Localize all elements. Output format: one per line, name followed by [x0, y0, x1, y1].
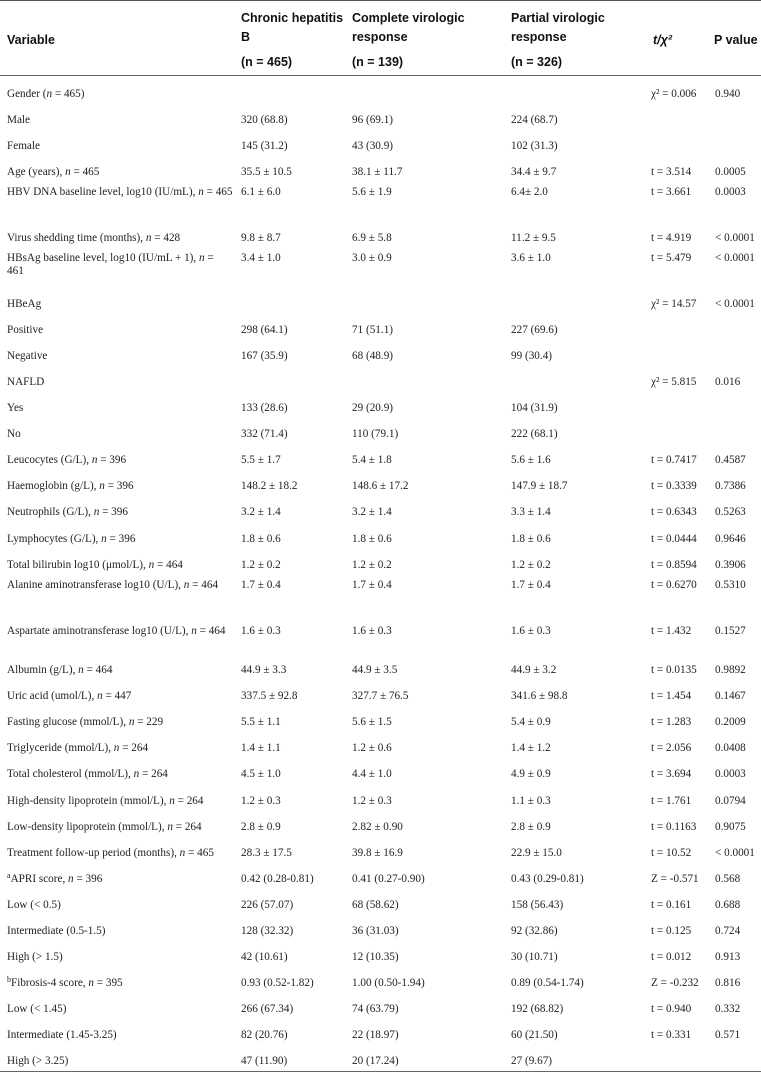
- cell-chronic-hepatitis-b: 332 (71.4): [241, 428, 288, 440]
- cell-variable: HBeAg: [7, 298, 42, 310]
- cell-p-value: 0.7386: [715, 480, 746, 492]
- header-cvr-line1: Complete virologic: [352, 11, 465, 25]
- cell-complete-response: 5.6 ± 1.5: [352, 716, 392, 728]
- cell-variable: $^b$Fibrosis-4 score, n = 395: [7, 975, 123, 989]
- cell-partial-response: 147.9 ± 18.7: [511, 480, 568, 492]
- cell-test-statistic: t = 5.479: [651, 252, 692, 264]
- cell-variable: Fasting glucose (mmol/L), n = 229: [7, 716, 164, 728]
- cell-variable: NAFLD: [7, 376, 45, 388]
- cell-test-statistic: t = 0.125: [651, 925, 692, 937]
- cell-test-statistic: t = 0.161: [651, 899, 692, 911]
- cell-partial-response: 192 (68.82): [511, 1003, 564, 1015]
- cell-chronic-hepatitis-b: 298 (64.1): [241, 324, 288, 336]
- cell-partial-response: 1.7 ± 0.4: [511, 579, 551, 591]
- cell-p-value: 0.5310: [715, 579, 746, 591]
- cell-chronic-hepatitis-b: 3.2 ± 1.4: [241, 506, 281, 518]
- cell-p-value: 0.571: [715, 1029, 741, 1041]
- cell-variable: Haemoglobin (g/L), n = 396: [7, 480, 134, 492]
- cell-complete-response: 148.6 ± 17.2: [352, 480, 409, 492]
- cell-variable: Female: [7, 140, 40, 152]
- cell-variable: Intermediate (1.45-3.25): [7, 1029, 117, 1041]
- cell-chronic-hepatitis-b: 28.3 ± 17.5: [241, 847, 292, 859]
- cell-variable: High-density lipoprotein (mmol/L), n = 264: [7, 795, 204, 807]
- cell-p-value: 0.1527: [715, 625, 746, 637]
- cell-p-value: 0.0794: [715, 795, 746, 807]
- cell-complete-response: 44.9 ± 3.5: [352, 664, 398, 676]
- header-chb-line2: B: [241, 30, 251, 44]
- cell-complete-response: 43 (30.9): [352, 140, 394, 152]
- cell-complete-response: 4.4 ± 1.0: [352, 768, 392, 780]
- cell-partial-response: 1.6 ± 0.3: [511, 625, 551, 637]
- cell-chronic-hepatitis-b: 0.93 (0.52-1.82): [241, 977, 314, 989]
- cell-variable: Neutrophils (G/L), n = 396: [7, 506, 128, 518]
- cell-partial-response: 1.4 ± 1.2: [511, 742, 551, 754]
- cell-complete-response: 36 (31.03): [352, 925, 399, 937]
- cell-test-statistic: t = 4.919: [651, 232, 692, 244]
- cell-p-value: 0.816: [715, 977, 741, 989]
- cell-chronic-hepatitis-b: 5.5 ± 1.1: [241, 716, 281, 728]
- cell-test-statistic: t = 0.6270: [651, 579, 697, 591]
- cell-p-value: 0.724: [715, 925, 741, 937]
- cell-test-statistic: t = 1.283: [651, 716, 692, 728]
- cell-partial-response: 34.4 ± 9.7: [511, 166, 557, 178]
- cell-p-value: 0.940: [715, 88, 741, 100]
- cell-chronic-hepatitis-b: 1.7 ± 0.4: [241, 579, 281, 591]
- cell-test-statistic: t = 0.3339: [651, 480, 697, 492]
- cell-p-value: 0.016: [715, 376, 741, 388]
- cell-complete-response: 1.2 ± 0.2: [352, 559, 392, 571]
- cell-partial-response: 227 (69.6): [511, 324, 558, 336]
- cell-complete-response: 96 (69.1): [352, 114, 394, 126]
- header-pvr-line2: response: [511, 30, 567, 44]
- cell-chronic-hepatitis-b: 1.2 ± 0.3: [241, 795, 281, 807]
- cell-chronic-hepatitis-b: 145 (31.2): [241, 140, 288, 152]
- cell-partial-response: 3.6 ± 1.0: [511, 252, 551, 264]
- cell-partial-response: 6.4± 2.0: [511, 186, 548, 198]
- cell-test-statistic: t = 1.761: [651, 795, 692, 807]
- cell-partial-response: 60 (21.50): [511, 1029, 558, 1041]
- header-pvalue: P value: [714, 33, 758, 47]
- header-pvr-line1: Partial virologic: [511, 11, 605, 25]
- cell-variable: Low (< 0.5): [7, 899, 61, 911]
- cell-chronic-hepatitis-b: 9.8 ± 8.7: [241, 232, 281, 244]
- cell-complete-response: 22 (18.97): [352, 1029, 399, 1041]
- cell-chronic-hepatitis-b: 4.5 ± 1.0: [241, 768, 281, 780]
- cell-complete-response: 68 (48.9): [352, 350, 394, 362]
- cell-test-statistic: t = 0.0444: [651, 533, 697, 545]
- header-chb-line1: Chronic hepatitis: [241, 11, 344, 25]
- cell-p-value: < 0.0001: [715, 252, 755, 264]
- cell-test-statistic: χ² = 14.57: [651, 298, 697, 310]
- cell-variable: Male: [7, 114, 30, 126]
- cell-complete-response: 1.8 ± 0.6: [352, 533, 392, 545]
- cell-chronic-hepatitis-b: 35.5 ± 10.5: [241, 166, 292, 178]
- cell-variable: Alanine aminotransferase log10 (U/L), n = 464: [7, 579, 219, 591]
- cell-complete-response: 6.9 ± 5.8: [352, 232, 392, 244]
- cell-complete-response: 39.8 ± 16.9: [352, 847, 403, 859]
- cell-p-value: 0.4587: [715, 454, 746, 466]
- cell-p-value: 0.1467: [715, 690, 746, 702]
- cell-partial-response: 5.4 ± 0.9: [511, 716, 551, 728]
- cell-test-statistic: t = 2.056: [651, 742, 692, 754]
- cell-chronic-hepatitis-b: 82 (20.76): [241, 1029, 288, 1041]
- cell-variable: Negative: [7, 350, 48, 362]
- cell-chronic-hepatitis-b: 1.2 ± 0.2: [241, 559, 281, 571]
- cell-test-statistic: Z = -0.571: [651, 873, 699, 885]
- cell-variable: Low-density lipoprotein (mmol/L), n = 264: [7, 821, 202, 833]
- cell-partial-response: 222 (68.1): [511, 428, 558, 440]
- cell-partial-response: 3.3 ± 1.4: [511, 506, 551, 518]
- cell-p-value: 0.568: [715, 873, 741, 885]
- cell-chronic-hepatitis-b: 320 (68.8): [241, 114, 288, 126]
- cell-p-value: 0.688: [715, 899, 741, 911]
- cell-chronic-hepatitis-b: 3.4 ± 1.0: [241, 252, 281, 264]
- cell-chronic-hepatitis-b: 266 (67.34): [241, 1003, 294, 1015]
- cell-variable: Treatment follow-up period (months), n = 465: [7, 847, 214, 859]
- cell-variable: Triglyceride (mmol/L), n = 264: [7, 742, 149, 754]
- cell-chronic-hepatitis-b: 337.5 ± 92.8: [241, 690, 298, 702]
- cell-partial-response: 104 (31.9): [511, 402, 558, 414]
- cell-complete-response: 71 (51.1): [352, 324, 394, 336]
- cell-complete-response: 68 (58.62): [352, 899, 399, 911]
- cell-complete-response: 5.6 ± 1.9: [352, 186, 392, 198]
- cell-variable: $^a$APRI score, n = 396: [7, 871, 103, 885]
- cell-chronic-hepatitis-b: 133 (28.6): [241, 402, 288, 414]
- header-stat: t/χ²: [653, 33, 673, 47]
- cell-p-value: 0.9646: [715, 533, 746, 545]
- cell-chronic-hepatitis-b: 226 (57.07): [241, 899, 294, 911]
- cell-partial-response: 0.89 (0.54-1.74): [511, 977, 584, 989]
- cell-test-statistic: t = 3.514: [651, 166, 692, 178]
- cell-chronic-hepatitis-b: 6.1 ± 6.0: [241, 186, 281, 198]
- cell-complete-response: 3.0 ± 0.9: [352, 252, 392, 264]
- cell-p-value: 0.0003: [715, 768, 746, 780]
- cell-complete-response: 38.1 ± 11.7: [352, 166, 403, 178]
- cell-partial-response: 4.9 ± 0.9: [511, 768, 551, 780]
- cell-partial-response: 30 (10.71): [511, 951, 558, 963]
- cell-complete-response: 1.00 (0.50-1.94): [352, 977, 425, 989]
- cell-partial-response: 1.8 ± 0.6: [511, 533, 551, 545]
- cell-complete-response: 1.6 ± 0.3: [352, 625, 392, 637]
- cell-variable: HBV DNA baseline level, log10 (IU/mL), n = 465: [7, 186, 233, 198]
- header-rule: [0, 75, 761, 76]
- top-rule: [0, 0, 761, 1]
- header-variable: Variable: [7, 33, 55, 47]
- cell-partial-response: 224 (68.7): [511, 114, 558, 126]
- cell-variable: High (> 1.5): [7, 951, 63, 963]
- cell-chronic-hepatitis-b: 5.5 ± 1.7: [241, 454, 281, 466]
- cell-variable: HBsAg baseline level, log10 (IU/mL + 1), n = 461: [7, 252, 214, 277]
- cell-chronic-hepatitis-b: 44.9 ± 3.3: [241, 664, 287, 676]
- cell-complete-response: 1.2 ± 0.6: [352, 742, 392, 754]
- cell-complete-response: 1.2 ± 0.3: [352, 795, 392, 807]
- cell-complete-response: 327.7 ± 76.5: [352, 690, 409, 702]
- cell-test-statistic: t = 0.331: [651, 1029, 692, 1041]
- cell-test-statistic: t = 0.8594: [651, 559, 697, 571]
- cell-variable: High (> 3.25): [7, 1055, 69, 1067]
- cell-variable: Total cholesterol (mmol/L), n = 264: [7, 768, 168, 780]
- header-cvr-n: (n = 139): [352, 55, 404, 69]
- cell-partial-response: 27 (9.67): [511, 1055, 553, 1067]
- cell-p-value: 0.0005: [715, 166, 746, 178]
- cell-p-value: 0.9075: [715, 821, 746, 833]
- cell-chronic-hepatitis-b: 47 (11.90): [241, 1055, 288, 1067]
- cell-p-value: 0.0003: [715, 186, 746, 198]
- cell-complete-response: 110 (79.1): [352, 428, 399, 440]
- cell-partial-response: 158 (56.43): [511, 899, 564, 911]
- cell-variable: Age (years), n = 465: [7, 166, 100, 178]
- header-chb-n: (n = 465): [241, 55, 293, 69]
- cell-partial-response: 102 (31.3): [511, 140, 558, 152]
- cell-test-statistic: t = 10.52: [651, 847, 692, 859]
- cell-partial-response: 2.8 ± 0.9: [511, 821, 551, 833]
- cell-test-statistic: Z = -0.232: [651, 977, 699, 989]
- cell-chronic-hepatitis-b: 128 (32.32): [241, 925, 294, 937]
- cell-test-statistic: t = 0.0135: [651, 664, 697, 676]
- cell-chronic-hepatitis-b: 1.8 ± 0.6: [241, 533, 281, 545]
- cell-variable: Lymphocytes (G/L), n = 396: [7, 533, 136, 545]
- cell-complete-response: 12 (10.35): [352, 951, 399, 963]
- cell-variable: Yes: [7, 402, 24, 414]
- cell-test-statistic: t = 3.694: [651, 768, 692, 780]
- cell-test-statistic: t = 0.7417: [651, 454, 697, 466]
- cell-test-statistic: χ² = 0.006: [651, 88, 697, 100]
- cell-test-statistic: t = 0.1163: [651, 821, 697, 833]
- cell-variable: Uric acid (umol/L), n = 447: [7, 690, 132, 702]
- cell-test-statistic: t = 0.012: [651, 951, 692, 963]
- cell-partial-response: 11.2 ± 9.5: [511, 232, 556, 244]
- cell-chronic-hepatitis-b: 148.2 ± 18.2: [241, 480, 298, 492]
- cell-variable: Gender (n = 465): [7, 88, 85, 100]
- cell-test-statistic: χ² = 5.815: [651, 376, 697, 388]
- cell-p-value: 0.0408: [715, 742, 746, 754]
- cell-p-value: 0.5263: [715, 506, 746, 518]
- cell-p-value: 0.332: [715, 1003, 741, 1015]
- cell-chronic-hepatitis-b: 1.4 ± 1.1: [241, 742, 281, 754]
- cell-partial-response: 1.2 ± 0.2: [511, 559, 551, 571]
- cell-p-value: 0.2009: [715, 716, 746, 728]
- cell-variable: Positive: [7, 324, 44, 336]
- header-pvr-n: (n = 326): [511, 55, 563, 69]
- cell-partial-response: 22.9 ± 15.0: [511, 847, 562, 859]
- cell-partial-response: 1.1 ± 0.3: [511, 795, 551, 807]
- cell-variable: Leucocytes (G/L), n = 396: [7, 454, 127, 466]
- cell-variable: Albumin (g/L), n = 464: [7, 664, 113, 676]
- cell-partial-response: 0.43 (0.29-0.81): [511, 873, 584, 885]
- cell-complete-response: 29 (20.9): [352, 402, 394, 414]
- cell-partial-response: 92 (32.86): [511, 925, 558, 937]
- cell-chronic-hepatitis-b: 0.42 (0.28-0.81): [241, 873, 314, 885]
- cell-complete-response: 20 (17.24): [352, 1055, 399, 1067]
- cell-complete-response: 2.82 ± 0.90: [352, 821, 403, 833]
- bottom-rule: [0, 1071, 761, 1072]
- cell-partial-response: 99 (30.4): [511, 350, 553, 362]
- cell-test-statistic: t = 0.940: [651, 1003, 692, 1015]
- cell-test-statistic: t = 1.454: [651, 690, 692, 702]
- cell-complete-response: 1.7 ± 0.4: [352, 579, 392, 591]
- cell-p-value: 0.3906: [715, 559, 746, 571]
- cell-complete-response: 0.41 (0.27-0.90): [352, 873, 425, 885]
- cell-variable: Aspartate aminotransferase log10 (U/L), n = 464: [7, 625, 226, 637]
- cell-p-value: < 0.0001: [715, 232, 755, 244]
- cell-chronic-hepatitis-b: 167 (35.9): [241, 350, 288, 362]
- cell-variable: No: [7, 428, 21, 440]
- cell-complete-response: 5.4 ± 1.8: [352, 454, 392, 466]
- cell-test-statistic: t = 3.661: [651, 186, 692, 198]
- cell-p-value: 0.913: [715, 951, 741, 963]
- cell-partial-response: 44.9 ± 3.2: [511, 664, 557, 676]
- cell-partial-response: 341.6 ± 98.8: [511, 690, 568, 702]
- cell-p-value: < 0.0001: [715, 298, 755, 310]
- cell-chronic-hepatitis-b: 42 (10.61): [241, 951, 288, 963]
- cell-variable: Total bilirubin log10 (μmol/L), n = 464: [7, 559, 183, 571]
- cell-test-statistic: t = 1.432: [651, 625, 692, 637]
- cell-complete-response: 3.2 ± 1.4: [352, 506, 392, 518]
- cell-test-statistic: t = 0.6343: [651, 506, 697, 518]
- cell-chronic-hepatitis-b: 2.8 ± 0.9: [241, 821, 281, 833]
- cell-chronic-hepatitis-b: 1.6 ± 0.3: [241, 625, 281, 637]
- header-cvr-line2: response: [352, 30, 408, 44]
- cell-variable: Low (< 1.45): [7, 1003, 67, 1015]
- cell-variable: Intermediate (0.5-1.5): [7, 925, 106, 937]
- cell-p-value: 0.9892: [715, 664, 746, 676]
- cell-partial-response: 5.6 ± 1.6: [511, 454, 551, 466]
- cell-p-value: < 0.0001: [715, 847, 755, 859]
- cell-complete-response: 74 (63.79): [352, 1003, 399, 1015]
- cell-variable: Virus shedding time (months), n = 428: [7, 232, 181, 244]
